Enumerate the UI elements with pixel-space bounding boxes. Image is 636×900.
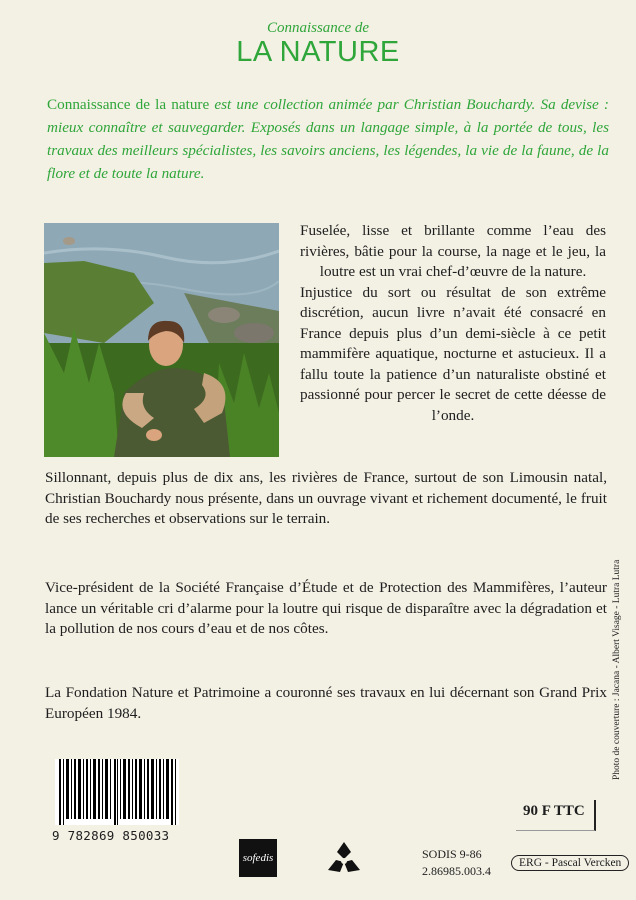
text-column-right: [300, 221, 606, 426]
publisher-logo: sofedis: [239, 839, 277, 877]
paragraph-2: Injustice du sort ou résultat de son extrême discrétion, aucun livre n’avait été consacré en France depuis plus d’un demi-siècle à ce petit mammifère aquatique, nocturne et astucieux. Il a fallu toute la patience d’un naturaliste obstiné et passionné pour percer le secret de cette déesse de l’onde.: [300, 283, 606, 424]
paragraph-1: Fuselée, lisse et brillante comme l’eau des rivières, bâtie pour la course, la nage et le jeu, la loutre est un vrai chef-d’œuvre de la nature.: [300, 222, 606, 280]
barcode: [55, 759, 179, 825]
barcode-bars: [55, 759, 179, 825]
paragraph-5: La Fondation Nature et Patrimoine a couronné ses travaux en lui décernant son Grand Prix Européen 1984.: [45, 684, 607, 722]
sodis-code: SODIS 9-86: [422, 847, 482, 861]
collection-name: Connaissance de la nature: [47, 96, 210, 113]
distribution-info: [422, 846, 491, 880]
author-photo-illustration: [44, 223, 279, 457]
collection-intro: [47, 93, 609, 185]
photo-credit: Photo de couverture : Jacana - Albert Visage - Lutra Lutra: [612, 559, 622, 780]
paragraph-4: Vice-président de la Société Française d’Étude et de Protection des Mammifères, l’auteur lance un véritable cri d’alarme pour la loutre qui risque de disparaître avec la dégradation et la pollution de nos cours d’eau et de nos côtes.: [45, 579, 607, 637]
paragraph-3: Sillonnant, depuis plus de dix ans, les rivières de France, surtout de son Limousin natal, Christian Bouchardy nous présente, dans un ouvrage vivant et richement documenté, le fruit de ses recherches et observations sur le terrain.: [45, 469, 607, 527]
paragraph-5-block: [45, 683, 607, 724]
paragraph-4-block: [45, 578, 607, 640]
series-subtitle: Connaissance de: [266, 20, 370, 36]
tri-leaf-logo-icon: [324, 840, 364, 878]
author-photo: [44, 223, 279, 457]
isbn: 2.86985.003.4: [422, 864, 491, 878]
price: 90 F TTC: [523, 803, 585, 819]
barcode-number: 9 782869 850033: [52, 828, 170, 843]
series-title: LA NATURE: [236, 36, 400, 68]
paragraph-3-block: [45, 468, 607, 530]
collection-description: est une collection animée par Christian Bouchardy. Sa devise : mieux connaître et sauvegarder. Exposés dans un langage simple, à la portée de tous, les travaux des meilleurs spécialistes, les savoirs anciens, les légendes, la vie de la faune, de la flore et de toute la nature.: [47, 96, 609, 182]
design-credit: ERG - Pascal Vercken: [511, 855, 629, 871]
